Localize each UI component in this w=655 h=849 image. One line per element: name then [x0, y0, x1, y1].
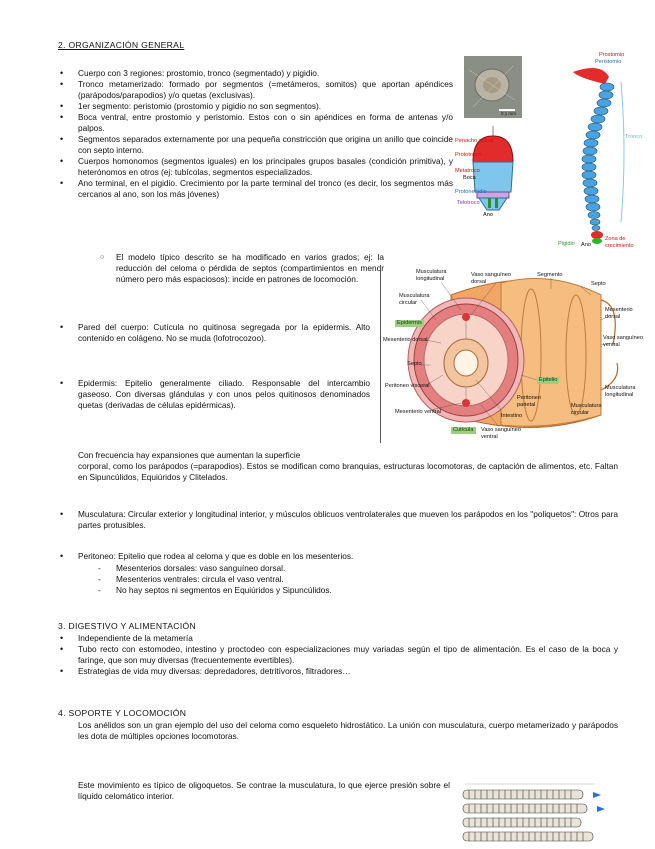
label-peritoneo: Peritoneo visceral — [385, 383, 430, 389]
label-vaso-dorsal: Vaso sanguíneo dorsal — [471, 272, 512, 285]
label-cuticula: Cutícula — [453, 427, 474, 433]
list-item: • Estrategias de vida muy diversas: depredadores, detritívoros, filtradores… — [58, 666, 618, 677]
list-item: • Pared del cuerpo: Cutícula no quitinosa segregada por la epidermis. Alto contenido en colágeno. No se muda (lofotrocozoo). — [58, 322, 370, 344]
label-musc-circ: Musculatura circular — [399, 293, 430, 306]
musculatura-bullet — [58, 509, 618, 531]
label-telotroco: Telotroco — [457, 200, 480, 206]
section-2-bullets — [58, 68, 453, 200]
label-mesenterio-dorsal: Mesenterio dorsal — [605, 307, 633, 320]
label-septo-tr: Septo — [591, 281, 606, 287]
label-epitelio: Epitelio — [539, 377, 558, 383]
label-tronco: Tronco — [625, 134, 643, 140]
label-musc-long-r: Musculatura longitudinal — [605, 385, 636, 398]
label-penacho: Penacho apical — [455, 138, 494, 144]
list-item: • Musculatura: Circular exterior y longitudinal interior, y músculos oblicuos ventrolaterales que mueven los parápodos en los "poliquetos": Otros para partes protusibles. — [58, 509, 618, 531]
list-item: • Cuerpos homonomos (segmentos iguales) en los principales grupos basales (condición primitiva), y heterónomos en otros (ej: tubícolas, segmentos especializados. — [58, 156, 453, 178]
label-mesenterio-dorsal-l: Mesenterio dorsal — [383, 337, 428, 343]
list-item: • Independiente de la metamería — [58, 633, 618, 644]
section-4-para-1: Los anélidos son un gran ejemplo del uso del celoma como esqueleto hidrostático. La unión con musculatura, cuerpo metamerizado y parápodos les dota de múltiples opciones locomotoras. — [78, 720, 618, 741]
label-intestino: Intestino — [501, 413, 523, 419]
earthworm-locomotion-illustration — [455, 780, 620, 846]
label-prostomio: Prostomio — [599, 52, 625, 58]
section-2-title: 2. ORGANIZACIÓN GENERAL — [58, 40, 185, 50]
peritoneo-bullet — [58, 551, 618, 562]
expansion-line-2: corporal, como los parápodos (=parapodios). Estos se modifican como branquias, estructuras locomotoras, de captación de alimentos, etc. Faltan en Sipuncúlidos, Equiúridos y Clitelados. — [78, 461, 618, 482]
label-musc-long: Musculatura longitudinal — [416, 269, 447, 282]
label-segmento: Segmento — [537, 272, 563, 278]
list-item: • Boca ventral, entre prostomio y peristomio. Estos con o sin apéndices en forma de antenas y/o palpos. — [58, 112, 453, 134]
section-3-bullets — [58, 633, 618, 677]
label-ano-2: Ano — [581, 242, 591, 248]
list-item: - Mesenterios dorsales: vaso sanguíneo dorsal. — [96, 563, 596, 574]
list-item: • Epidermis: Epitelio generalmente ciliado. Responsable del intercambio gaseoso. Con diversas glándulas y con unos pelos quitinosos denominados quetas (derivadas de células epidérmicas). — [58, 378, 370, 411]
list-item: - No hay septos ni segmentos en Equiúridos y Sipuncúlidos. — [96, 585, 596, 596]
label-prototroco: Prototroco — [455, 152, 481, 158]
label-zona-crecimiento: Zona de crecimiento — [605, 236, 634, 249]
label-ano: Ano — [483, 212, 493, 218]
list-item: - Mesenterios ventrales: circula el vaso ventral. — [96, 574, 596, 585]
label-epidermis: Epidermis — [397, 320, 422, 326]
list-item: • Tronco metamerizado: formado por segmentos (=metámeros, somitos) que aportan apéndices (parápodos/parapodios) y/o quetas (exclusivas). — [58, 79, 453, 101]
list-item: • 1er segmento: peristomio (prostomio y pigidio no son segmentos). — [58, 101, 453, 112]
label-mesenterio-ventral: Mesenterio ventral — [395, 409, 442, 415]
label-boca: Boca — [463, 175, 476, 181]
annelid-body-illustration — [455, 52, 647, 252]
list-item: • Peritoneo: Epitelio que rodea al celoma y que es doble en los mesenterios. — [58, 551, 618, 562]
list-item: • Segmentos separados externamente por una pequeña constricción que origina un anillo que coincide con septo interno. — [58, 134, 453, 156]
label-protonefridio: Protonefridio — [455, 189, 487, 195]
list-item: • Tubo recto con estomodeo, intestino y proctodeo con especializaciones muy variadas según el tipo de alimentación. Es el caso de la boca y faringe, que son muy diversas (frecuentemente evertibles). — [58, 644, 618, 666]
label-peritoneo-parietal: Peritoneo parietal — [517, 395, 541, 408]
label-septo-l: Septo — [407, 361, 422, 367]
locomotion-figure — [455, 780, 620, 846]
label-vaso-ventral-r: Vaso sanguíneo ventral — [603, 335, 644, 348]
list-item: • Cuerpo con 3 regiones: prostomio, tronco (segmentado) y pigidio. — [58, 68, 453, 79]
pared-bullet — [58, 322, 370, 344]
epidermis-bullet — [58, 378, 370, 411]
label-scale: 0,1 mm — [501, 111, 517, 116]
peritoneo-sublist — [96, 563, 596, 596]
label-pigidio: Pigidio — [558, 241, 575, 247]
section-4-title: 4. SOPORTE Y LOCOMOCIÓN — [58, 708, 187, 718]
section-3-title: 3. DIGESTIVO Y ALIMENTACIÓN — [58, 621, 196, 631]
label-peristomio: Peristomio — [595, 59, 622, 65]
label-metatroco: Metatroco — [455, 168, 480, 174]
list-item: • Ano terminal, en el pigidio. Crecimiento por la parte terminal del tronco (es decir, los segmentos más cercanos al ano, son los más jóvenes) — [58, 178, 453, 200]
label-vaso-ventral-b: Vaso sanguíneo ventral — [481, 427, 522, 440]
expansion-line-1: Con frecuencia hay expansiones que aumentan la superficie — [78, 450, 301, 460]
annelid-body-figure — [455, 52, 647, 252]
section-4-para-2: Este movimiento es típico de oligoquetos. Se contrae la musculatura, lo que ejerce presión sobre el líquido celomático interior. — [78, 780, 450, 801]
label-musc-circular-b: Musculatura circular — [571, 403, 602, 416]
sub-point: ○ El modelo típico descrito se ha modificado en varios grados; ej: la reducción del celoma o pérdida de septos (compartimientos en menor número pero más espaciosos): incide en patrones de locomoción. — [100, 252, 384, 285]
cross-section-figure — [380, 265, 647, 443]
